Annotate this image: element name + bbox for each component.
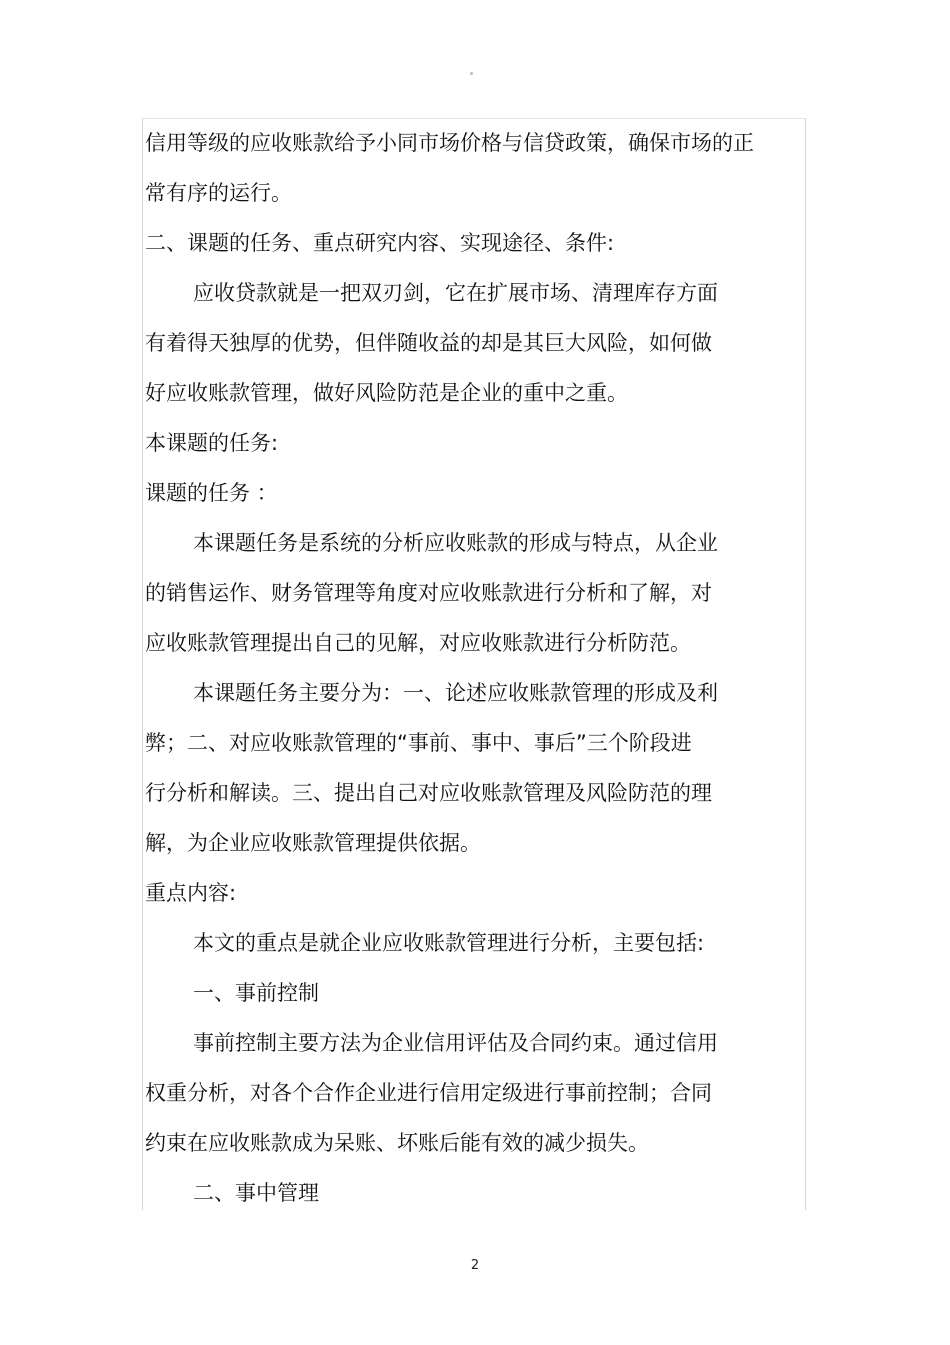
text-line: 权重分析，对各个合作企业进行信用定级进行事前控制；合同: [145, 1081, 712, 1105]
text-line: 一、事前控制: [193, 981, 319, 1005]
text-line: 本文的重点是就企业应收账款管理进行分析，主要包括:: [193, 931, 705, 955]
text-line: 的销售运作、财务管理等角度对应收账款进行分析和了解，对: [145, 581, 712, 605]
text-line: 重点内容:: [145, 881, 237, 905]
text-line: 解，为企业应收账款管理提供依据。: [145, 831, 481, 855]
text-line: 课题的任务 ：: [145, 481, 278, 505]
text-line: 本课题任务主要分为：一、论述应收账款管理的形成及利: [193, 681, 718, 705]
text-line: 约束在应收账款成为呆账、坏账后能有效的减少损失。: [145, 1131, 649, 1155]
text-line: 常有序的运行。: [145, 181, 292, 205]
text-line: 行分析和解读。三、提出自己对应收账款管理及风险防范的理: [145, 781, 712, 805]
text-line: 应收账款管理提出自己的见解，对应收账款进行分析防范。: [145, 631, 691, 655]
text-line: 有着得天独厚的优势，但伴随收益的却是其巨大风险，如何做: [145, 331, 712, 355]
page-number: 2: [470, 1258, 480, 1273]
text-line: 事前控制主要方法为企业信用评估及合同约束。通过信用: [193, 1031, 718, 1055]
text-line: 好应收账款管理，做好风险防范是企业的重中之重。: [145, 381, 628, 405]
text-line: 二、事中管理: [193, 1181, 319, 1205]
text-line: 本课题的任务:: [145, 431, 279, 455]
text-line: 应收贷款就是一把双刃剑，它在扩展市场、清理库存方面: [193, 281, 718, 305]
header-mark: [470, 72, 473, 75]
text-line: 弊；二、对应收账款管理的“事前、事中、事后”三个阶段进: [145, 731, 692, 755]
document-body: [145, 118, 755, 1218]
text-line: 本课题任务是系统的分析应收账款的形成与特点，从企业: [193, 531, 718, 555]
text-line: 二、课题的任务、重点研究内容、实现途径、条件:: [145, 231, 615, 255]
text-line: 信用等级的应收账款给予小同市场价格与信贷政策，确保市场的正: [145, 131, 754, 155]
